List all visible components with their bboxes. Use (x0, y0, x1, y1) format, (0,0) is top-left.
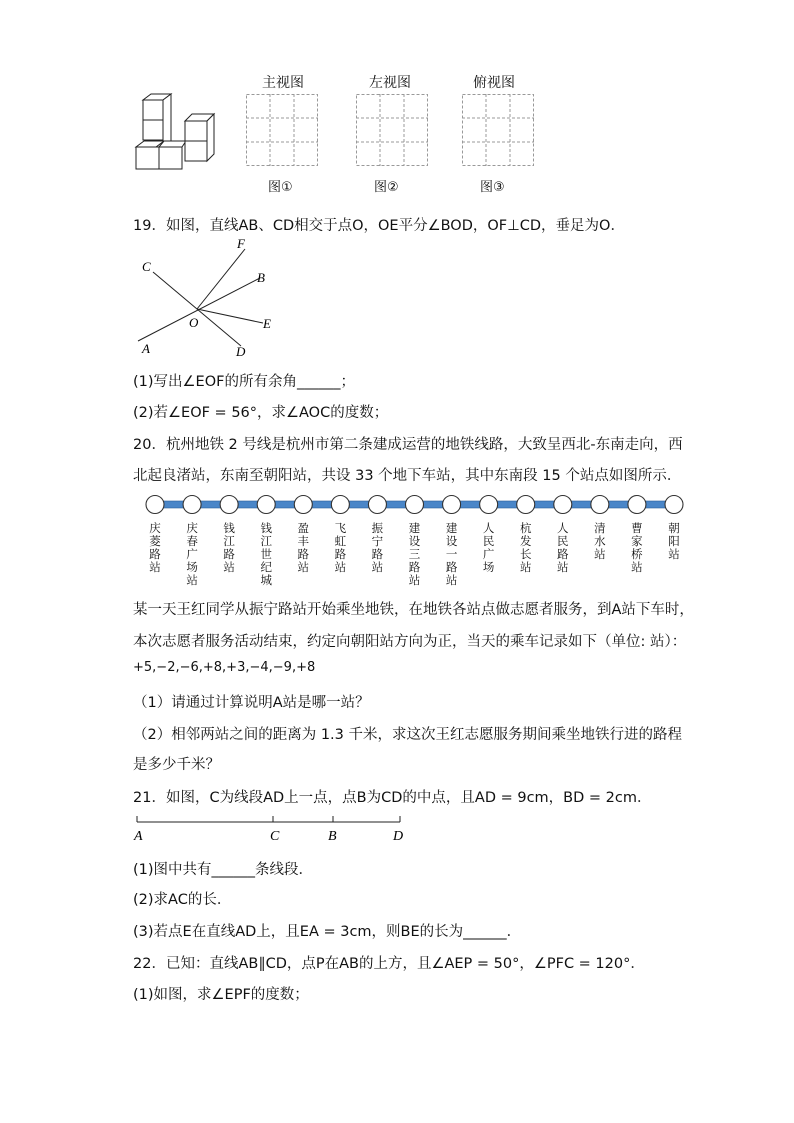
q19-sub2: (2)若∠EOF = 56°，求∠AOC的度数； (133, 405, 389, 421)
station-dot (368, 496, 386, 514)
station-name: 人民广场 (482, 521, 495, 574)
station-dot (294, 496, 312, 514)
q20-sub1: （1）请通过计算说明A站是哪一站？ (133, 695, 370, 711)
q19-sub1: (1)写出∠EOF的所有余角______； (133, 374, 355, 390)
q20-record: +5,−2,−6,+8,+3,−4,−9,+8 (133, 660, 316, 675)
station-name: 钱江世纪城 (260, 521, 272, 587)
station-name: 曹家桥站 (631, 521, 643, 574)
q21-sub2: (2)求AC的长． (133, 892, 232, 908)
label-B: B (257, 270, 265, 285)
station-name: 人民路站 (557, 521, 569, 574)
q21-text: 21．如图，C为线段AD上一点，点B为CD的中点，且AD = 9cm，BD = 2cm． (133, 790, 652, 806)
label-C: C (142, 259, 151, 274)
q20-line1: 20．杭州地铁 2 号线是杭州市第二条建成运营的地铁线路，大致呈西北-东南走向，西 (133, 437, 683, 453)
metro-line-diagram (140, 492, 690, 518)
q21-segment-diagram (133, 812, 413, 846)
cube-stack-figure (133, 90, 223, 170)
q19-angle-diagram (133, 236, 283, 361)
q20-sub2: （2）相邻两站之间的距离为 1.3 千米，求这次王红志愿服务期间乘坐地铁行进的路程 (133, 727, 683, 743)
station-dot (146, 496, 164, 514)
q21-sub3: (3)若点E在直线AD上，且EA = 3cm，则BE的长为______． (133, 924, 522, 940)
label-O: O (189, 315, 199, 330)
station-name: 清水站 (594, 521, 606, 561)
figure-3-label: 图③ (480, 180, 505, 195)
q20-para2: 本次志愿者服务活动结束，约定向朝阳站方向为正，当天的乘车记录如下（单位: 站）： (133, 634, 687, 650)
station-dot (554, 496, 572, 514)
station-dot (220, 496, 238, 514)
front-view-grid (246, 94, 318, 166)
station-dot (480, 496, 498, 514)
station-name: 建设一路站 (445, 521, 458, 587)
seg-label-D: D (393, 829, 404, 844)
station-name: 杭发长站 (519, 521, 532, 574)
q22-text: 22．已知：直线AB∥CD，点P在AB的上方，且∠AEP = 50°，∠PFC = 120°． (133, 956, 645, 972)
q20-para1: 某一天王红同学从振宁路站开始乘坐地铁，在地铁各站点做志愿者服务，到A站下车时， (133, 602, 694, 618)
figure-1-label: 图① (268, 180, 293, 195)
station-dot (443, 496, 461, 514)
station-dot (183, 496, 201, 514)
seg-label-C: C (270, 829, 280, 844)
station-dot (331, 496, 349, 514)
q19-text: 19．如图，直线AB、CD相交于点O，OE平分∠BOD，OF⊥CD，垂足为O． (133, 218, 625, 234)
label-A: A (142, 341, 150, 356)
left-view-title: 左视图 (369, 75, 411, 91)
station-name: 振宁路站 (371, 521, 384, 574)
station-name: 钱江路站 (223, 521, 235, 574)
station-dot (517, 496, 535, 514)
station-dot (257, 496, 275, 514)
seg-label-B: B (328, 829, 337, 844)
station-dot (406, 496, 424, 514)
station-dot (628, 496, 646, 514)
q20-sub2b: 是多少千米？ (133, 757, 220, 773)
label-F: F (237, 236, 245, 251)
q22-sub1: (1)如图，求∠EPF的度数； (133, 987, 309, 1003)
front-view-title: 主视图 (262, 75, 304, 91)
q21-sub1: (1)图中共有______条线段． (133, 862, 314, 878)
label-D: D (236, 344, 246, 359)
figure-2-label: 图② (374, 180, 399, 195)
q20-line2: 北起良渚站，东南至朝阳站，共设 33 个地下车站，其中东南段 15 个站点如图所示． (133, 468, 682, 484)
top-view-grid (462, 94, 534, 166)
left-view-grid (356, 94, 428, 166)
station-name: 庆菱路站 (149, 521, 161, 574)
station-name: 盈丰路站 (297, 521, 310, 574)
station-name: 飞虹路站 (334, 521, 347, 574)
label-E: E (263, 316, 271, 331)
station-name: 朝阳站 (668, 521, 680, 561)
seg-label-A: A (134, 829, 143, 844)
station-name: 建设三路站 (408, 521, 421, 587)
station-name: 庆春广场站 (186, 521, 198, 587)
top-view-title: 俯视图 (473, 75, 515, 91)
station-dot (591, 496, 609, 514)
station-dot (665, 496, 683, 514)
